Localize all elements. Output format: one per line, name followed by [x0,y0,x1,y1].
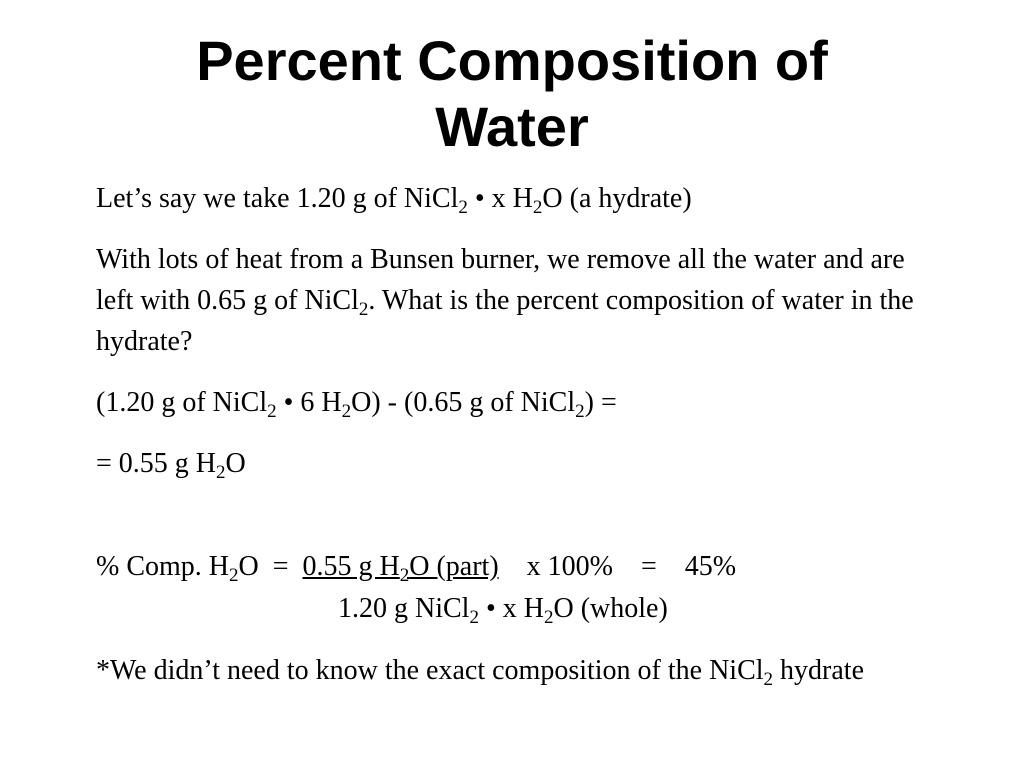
title-line-1: Percent Composition of [196,29,828,92]
footnote-paragraph: *We didn’t need to know the exact composition of the NiCl$_2$ hydrate [96,655,865,690]
slide-title [0,28,1024,160]
title-line-2: Water [435,95,589,158]
fraction-numerator: 0.55 g $H_2O$ (part) [302,551,499,586]
percent-formula-line: % Comp. $H_2O = 0.55$ g $H_2O$ (part) x 100% = 45% [96,551,737,586]
subtraction-line: (1.20 g of NiCl$_2$ • 6 $H_2O) - (0.65$ g of NiCl$_2$) = [96,387,617,422]
question-paragraph: With lots of heat from a Bunsen burner, we remove all the water and are left with 0.65 g of NiCl$_2$. What is the percent composition of water in the hydrate? [96,244,914,357]
given-mass-line: Let’s say we take 1.20 g of NiCl$_2$ • x $H_2O$ (a hydrate) [96,183,692,218]
water-mass-line: = 0.55 g $H_2O$ [96,448,246,483]
fraction-denominator: 1.20 g NiCl$_2$ • x $H_2O$ (whole) [338,593,668,628]
